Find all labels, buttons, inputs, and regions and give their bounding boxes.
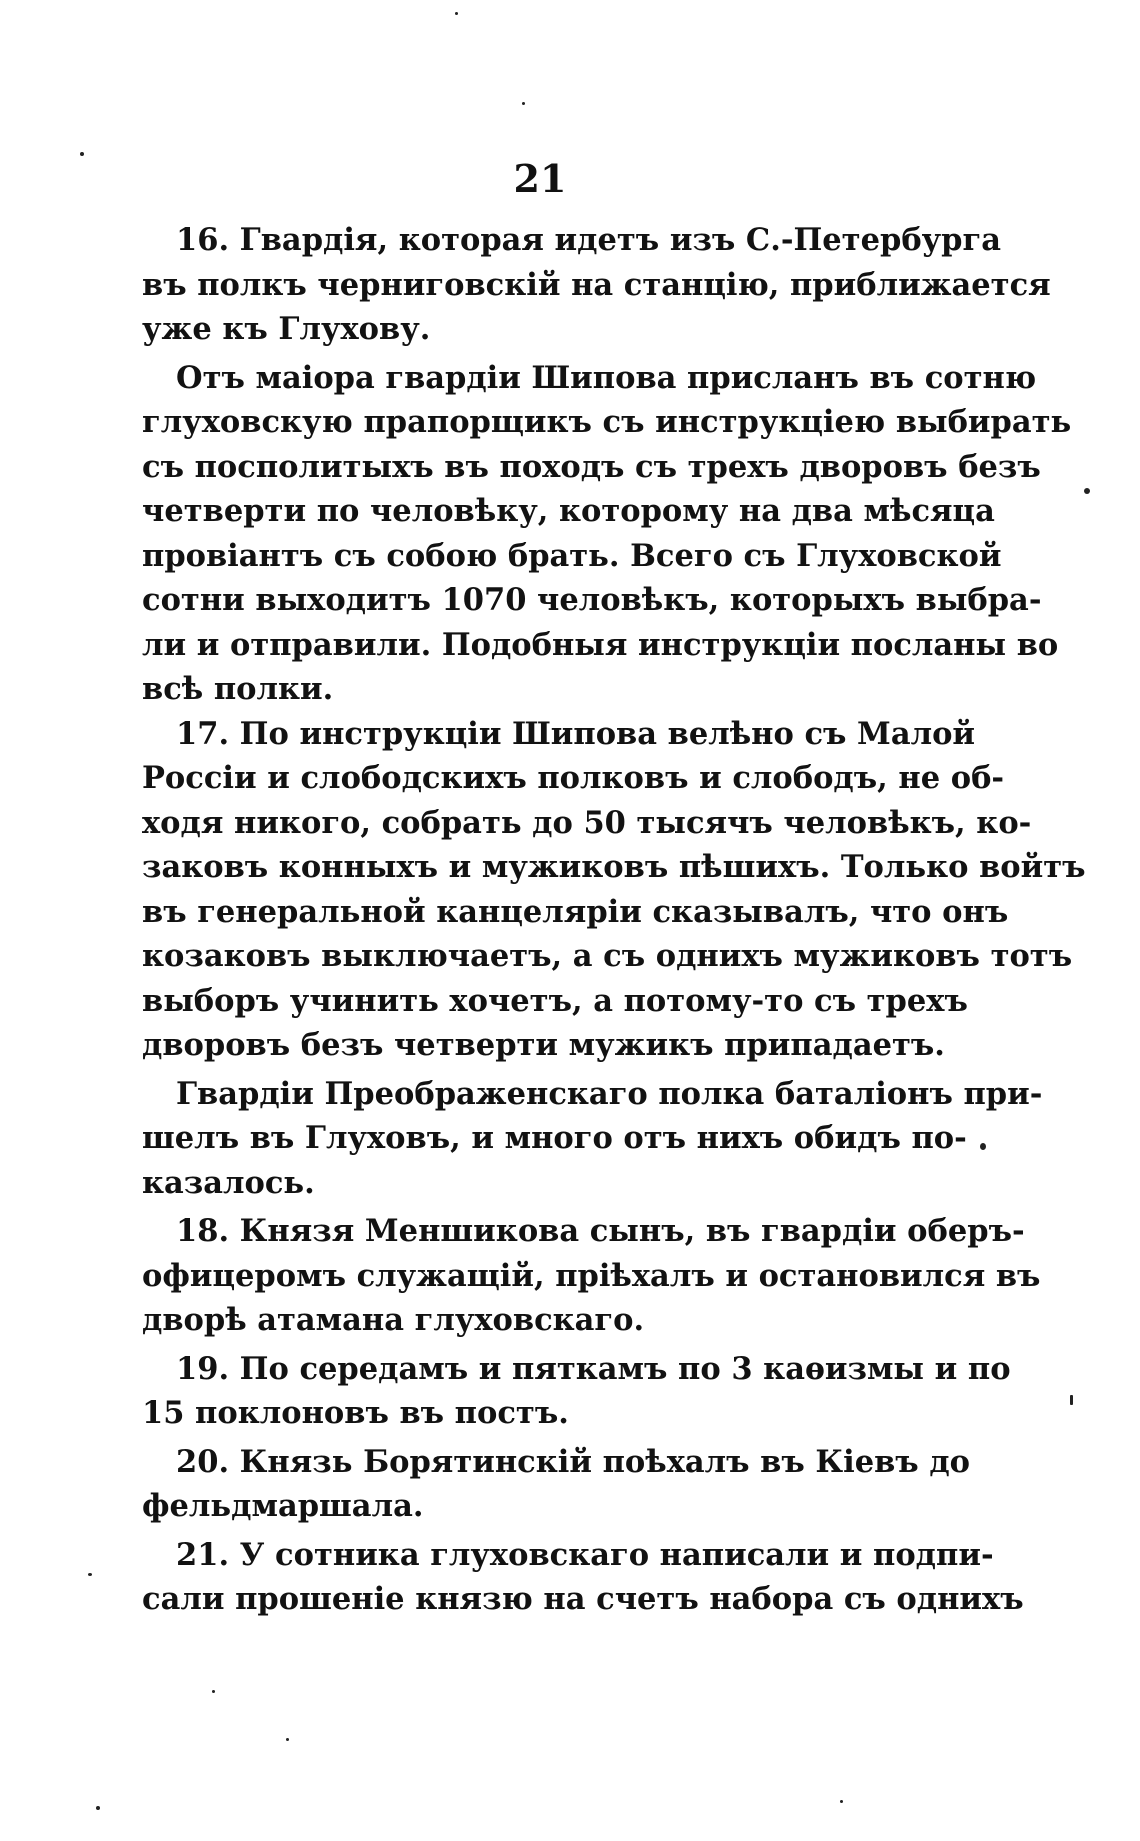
text-line: дворѣ атамана глуховскаго. — [142, 1302, 645, 1338]
text-line: четверти по человѣку, которому на два мѣсяца — [142, 493, 995, 529]
text-line: сотни выходитъ 1070 человѣкъ, которыхъ выбра- — [142, 582, 1042, 618]
scan-speck — [1070, 1395, 1073, 1405]
text-line: провіантъ съ собою брать. Всего съ Глуховской — [142, 537, 1002, 574]
text-line: 19. По середамъ и пяткамъ по 3 каѳизмы и по — [176, 1350, 1011, 1387]
text-line: Россіи и слободскихъ полковъ и слободъ, не об- — [142, 760, 1005, 796]
text-line: дворовъ безъ четверти мужикъ припадаетъ. — [142, 1027, 945, 1063]
text-line: 18. Князя Меншикова сынъ, въ гвардіи оберъ- — [176, 1213, 1025, 1249]
page-body — [142, 218, 1086, 1622]
scan-speck — [88, 1573, 92, 1576]
paragraph-shipov — [142, 356, 1072, 712]
scan-speck — [286, 1738, 289, 1741]
text-line: заковъ конныхъ и мужиковъ пѣшихъ. Только войтъ — [142, 849, 1086, 885]
text-line: Гвардіи Преображенскаго полка баталіонъ при- — [176, 1075, 1043, 1112]
scan-speck — [980, 1143, 986, 1150]
text-line: уже къ Глухову. — [142, 311, 431, 347]
text-line: казалось. — [142, 1164, 315, 1201]
scan-speck — [80, 152, 84, 156]
paragraph-20 — [142, 1440, 970, 1529]
page-number: 21 — [513, 156, 567, 201]
text-line: шелъ въ Глуховъ, и много отъ нихъ обидъ по- — [142, 1120, 967, 1156]
paragraph-19 — [142, 1347, 1011, 1436]
scan-speck — [522, 102, 525, 105]
scan-speck — [1084, 488, 1090, 494]
text-line: 20. Князь Борятинскій поѣхалъ въ Кіевъ до — [176, 1443, 970, 1480]
scan-speck — [455, 12, 458, 15]
paragraph-21 — [142, 1533, 1024, 1622]
scan-speck — [212, 1690, 215, 1693]
text-line: козаковъ выключаетъ, а съ однихъ мужиковъ тотъ — [142, 938, 1073, 974]
text-line: 21. У сотника глуховскаго написали и подпи- — [176, 1536, 994, 1573]
paragraph-guards — [142, 1072, 1043, 1206]
paragraph-18 — [142, 1209, 1041, 1343]
text-line: въ генеральной канцеляріи сказывалъ, что онъ — [142, 893, 1009, 930]
text-line: сали прошеніе князю на счетъ набора съ однихъ — [142, 1581, 1024, 1617]
text-line: 17. По инструкціи Шипова велѣно съ Малой — [176, 715, 976, 752]
paragraph-16 — [142, 218, 1051, 352]
text-line: офицеромъ служащій, пріѣхалъ и остановился въ — [142, 1257, 1041, 1294]
paragraph-17 — [142, 712, 1086, 1068]
text-line: выборъ учинить хочетъ, а потому-то съ трехъ — [142, 982, 968, 1019]
text-line: ходя никого, собрать до 50 тысячъ человѣкъ, ко- — [142, 804, 1032, 841]
scan-speck — [96, 1806, 100, 1810]
text-line: съ посполитыхъ въ походъ съ трехъ дворовъ безъ — [142, 448, 1041, 485]
text-line: Отъ маіора гвардіи Шипова присланъ въ сотню — [176, 359, 1037, 396]
text-line: ли и отправили. Подобныя инструкціи посланы во — [142, 626, 1059, 663]
text-line: глуховскую прапорщикъ съ инструкціею выбирать — [142, 404, 1072, 440]
text-line: 15 поклоновъ въ постъ. — [142, 1395, 569, 1431]
text-line: фельдмаршала. — [142, 1488, 424, 1524]
text-line: въ полкъ черниговскій на станцію, приближается — [142, 266, 1051, 303]
scan-speck — [840, 1800, 843, 1803]
text-line: 16. Гвардія, которая идетъ изъ С.-Петербурга — [176, 222, 1001, 258]
text-line: всѣ полки. — [142, 671, 334, 707]
